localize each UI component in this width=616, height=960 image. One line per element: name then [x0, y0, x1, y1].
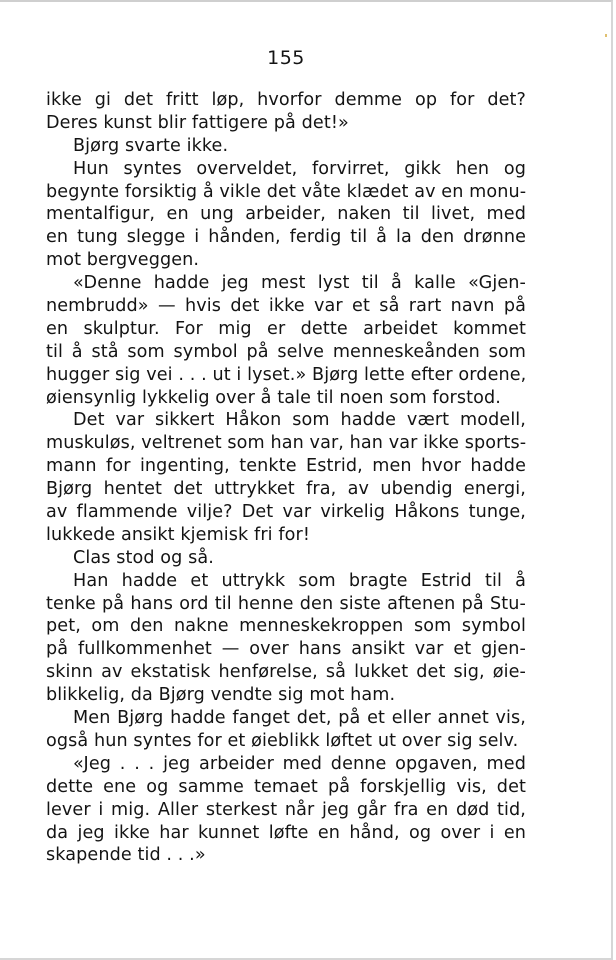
text-line: mann for ingenting, tenkte Estrid, men hvor hadde [46, 456, 526, 477]
text-line: Det var sikkert Håkon som hadde vært modell, [73, 410, 526, 431]
text-line: tenke på hans ord til henne den siste aftenen på Stu- [46, 593, 526, 614]
text-line: «Denne hadde jeg mest lyst til å kalle «Gjen- [73, 273, 526, 294]
text-line: til å stå som symbol på selve menneskeånden som [46, 341, 526, 362]
text-line: mot bergveggen. [46, 250, 200, 271]
text-line: lever i mig. Aller sterkest når jeg går fra en død tid, [46, 799, 526, 820]
text-line: nembrudd» — hvis det ikke var et så rart navn på [46, 296, 526, 317]
text-line: da jeg ikke har kunnet løfte en hånd, og over i en [46, 822, 526, 843]
text-line: «Jeg . . . jeg arbeider med denne opgaven, med [73, 753, 526, 774]
text-line: Clas stod og så. [73, 547, 214, 568]
text-line: hugger sig vei . . . ut i lyset.» Bjørg lette efter ordene, [46, 364, 527, 385]
text-line: skinn av ekstatisk henførelse, så lukket det sig, øie- [46, 662, 526, 683]
text-line: skapende tid . . .» [46, 845, 206, 866]
text-line: av flammende vilje? Det var virkelig Håkons tunge, [46, 502, 526, 523]
page-number: 155 [267, 47, 305, 69]
text-line: lukkede ansikt kjemisk fri for! [46, 524, 310, 545]
text-line: ikke gi det fritt løp, hvorfor demme op for det? [46, 90, 526, 110]
text-line: Men Bjørg hadde fanget det, på et eller annet vis, [73, 708, 526, 729]
text-line: dette ene og samme temaet på forskjellig vis, det [46, 776, 526, 797]
text-line: blikkelig, da Bjørg vendte sig mot ham. [46, 685, 396, 706]
text-line: på fullkommenhet — over hans ansikt var et gjen- [46, 639, 526, 660]
page-speck [605, 34, 607, 37]
text-line: mentalfigur, en ung arbeider, naken til livet, med [46, 204, 526, 225]
text-line: Bjørg svarte ikke. [73, 135, 229, 156]
text-line: Bjørg hentet det uttrykket fra, av ubendig energi, [46, 479, 526, 500]
text-line: begynte forsiktig å vikle det våte klædet av en monu- [46, 181, 527, 202]
text-line: også hun syntes for et øieblikk løftet ut over sig selv. [46, 730, 519, 751]
body-text [46, 89, 526, 867]
text-line: en skulptur. For mig er dette arbeidet kommet [46, 318, 526, 339]
text-line: Hun syntes overveldet, forvirret, gikk hen og [73, 158, 526, 179]
text-line: Deres kunst blir fattigere på det!» [46, 112, 349, 133]
text-line: Han hadde et uttrykk som bragte Estrid til å [73, 570, 526, 591]
text-line: muskuløs, veltrenet som han var, han var ikke sports- [46, 433, 527, 454]
text-line: pet, om den nakne menneskekroppen som symbol [46, 616, 526, 637]
text-line: øiensynlig lykkelig over å tale til noen som forstod. [46, 387, 501, 408]
text-line: en tung slegge i hånden, ferdig til å la den drønne [46, 227, 526, 248]
